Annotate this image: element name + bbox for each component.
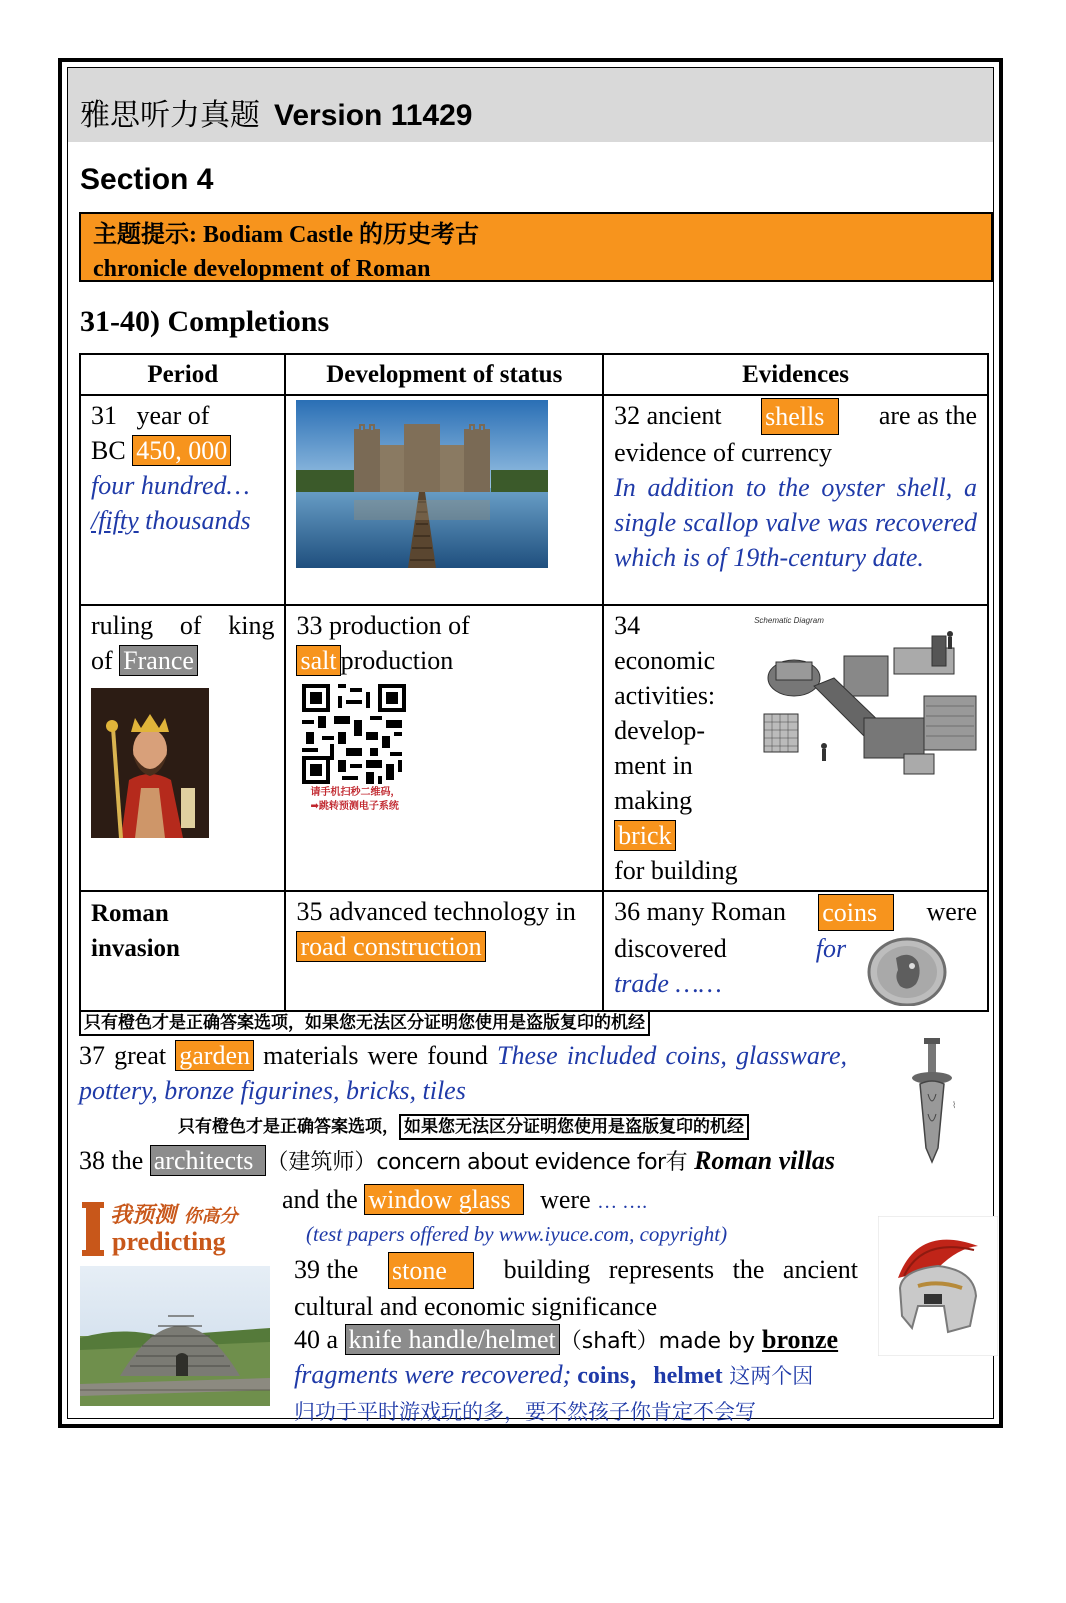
svg-text:⌇: ⌇ bbox=[952, 1101, 957, 1111]
diagram-title: Schematic Diagram bbox=[754, 616, 824, 625]
q34-line-2: activities: bbox=[614, 681, 716, 710]
stone-hut-photo bbox=[80, 1266, 270, 1406]
q38-answer: architects bbox=[150, 1145, 267, 1176]
q38-line-2 bbox=[282, 1182, 647, 1220]
notice-box-2: 如果您无法区分证明您使用是盗版复印的机经 bbox=[399, 1114, 749, 1140]
q34-line-1: economic bbox=[614, 646, 716, 675]
logo-en: predicting bbox=[112, 1227, 226, 1256]
q40-answer-1: knife handle/ bbox=[348, 1325, 485, 1354]
qr-caption-2-text: 跳转预测电子系统 bbox=[318, 801, 399, 812]
q38-line2-suffix: were bbox=[533, 1185, 591, 1214]
roman-helmet-image bbox=[878, 1216, 998, 1356]
q39-suffix: building represents the ancient bbox=[503, 1255, 858, 1284]
q38-dots: … …. bbox=[597, 1191, 648, 1213]
france-line1: ruling of king bbox=[91, 611, 275, 640]
copyright-note: (test papers offered by www.iyuce.com, copyright) bbox=[306, 1222, 728, 1246]
cell-evidence-36 bbox=[603, 891, 988, 1011]
q38-answer-2: window glass bbox=[364, 1184, 523, 1215]
q39-answer: stone bbox=[388, 1252, 474, 1289]
q34-answer-line bbox=[614, 818, 977, 853]
roman-invasion: Roman invasion bbox=[91, 900, 180, 962]
q36-suffix: were bbox=[926, 897, 977, 926]
qr-caption-1: 请手机扫秒二维码， bbox=[310, 787, 401, 798]
q32-prefix: 32 ancient bbox=[614, 401, 722, 430]
page-frame bbox=[58, 58, 1003, 1428]
q37-prefix: 37 great bbox=[79, 1041, 167, 1070]
cell-road bbox=[285, 891, 603, 1011]
topic-line-2: chronicle development of Roman bbox=[93, 256, 431, 282]
q32-line1 bbox=[614, 398, 977, 435]
q40-note-bold: coins，helmet bbox=[571, 1363, 723, 1389]
q40-line-1 bbox=[294, 1322, 838, 1359]
q37-block bbox=[79, 1038, 847, 1108]
cell-evidence-32 bbox=[603, 395, 988, 605]
title-chinese: 雅思听力真题 bbox=[80, 98, 260, 133]
q38-cn2: 有 bbox=[665, 1150, 688, 1175]
notice-line-2 bbox=[178, 1112, 749, 1137]
topic-line-1: 主题提示: Bodiam Castle 的历史考古 bbox=[93, 222, 479, 248]
q34-line-5: making bbox=[614, 786, 693, 815]
q33-answer: salt bbox=[296, 645, 340, 676]
q38-middle: concern about evidence for bbox=[376, 1150, 666, 1175]
q34-line-3: develop- bbox=[614, 716, 706, 745]
q32-answer: shells bbox=[761, 398, 839, 435]
logo-cn bbox=[110, 1198, 238, 1229]
q40-answer-2: helmet bbox=[485, 1325, 556, 1354]
q36-prefix: 36 many Roman bbox=[614, 897, 786, 926]
q40-line-3: 归功于平时游戏玩的多，要不然孩子你肯定不会写 bbox=[294, 1400, 756, 1424]
notice-box-1: 只有橙色才是正确答案选项，如果您无法区分证明您使用是盗版复印的机经 bbox=[79, 1010, 650, 1036]
logo-cn-2: 你高分 bbox=[183, 1206, 238, 1227]
inner-frame bbox=[67, 67, 994, 1424]
q36-line2 bbox=[614, 931, 846, 966]
iyuce-logo bbox=[80, 1194, 274, 1408]
completions-heading: 31-40) Completions bbox=[80, 305, 330, 338]
q35-answer: road construction bbox=[296, 931, 485, 962]
q39-line-1 bbox=[294, 1252, 858, 1289]
col-header-development: Development of status bbox=[285, 354, 603, 395]
king-portrait bbox=[91, 688, 209, 838]
q36-line1 bbox=[614, 894, 977, 931]
q39-line-2: cultural and economic significance bbox=[294, 1292, 658, 1321]
q36-for: for bbox=[815, 934, 847, 963]
table-row bbox=[80, 891, 988, 1011]
cell-period-31 bbox=[80, 395, 285, 605]
q39-block bbox=[294, 1252, 858, 1324]
title-version: Version 11429 bbox=[274, 99, 473, 132]
q40-note-italic: fragments were recovered; bbox=[294, 1360, 572, 1389]
q40-middle: （shaft）made by bbox=[559, 1329, 763, 1354]
q31-answer: 450, 000 bbox=[132, 435, 231, 466]
q34-line-4: ment in bbox=[614, 751, 693, 780]
dagger-image bbox=[902, 1038, 966, 1166]
q31-bc: BC bbox=[91, 436, 126, 465]
q36-answer: coins bbox=[818, 894, 894, 931]
header-bar bbox=[68, 68, 993, 142]
section-heading: Section 4 bbox=[80, 163, 214, 196]
q31-note-2 bbox=[91, 503, 274, 538]
col-header-evidences: Evidences bbox=[603, 354, 988, 395]
q35-text bbox=[296, 894, 592, 964]
q37-note: These included coins, glassware, pottery, bronze figurines, bricks, tiles bbox=[79, 1041, 848, 1105]
cell-period-roman bbox=[80, 891, 285, 1011]
france-answer: France bbox=[119, 645, 198, 676]
notice-line-1 bbox=[79, 1008, 650, 1033]
cell-castle-image bbox=[285, 395, 603, 605]
q33-suffix: production bbox=[340, 646, 454, 675]
q38-prefix: 38 the bbox=[79, 1146, 144, 1175]
q40-note-cn: 这两个因 bbox=[722, 1364, 814, 1388]
q34-prefix: 34 bbox=[614, 611, 641, 640]
table-row bbox=[80, 605, 988, 891]
q32-suffix: are as the bbox=[878, 401, 977, 430]
france-line2: of France bbox=[91, 643, 274, 678]
q38-line-1 bbox=[79, 1143, 835, 1180]
q35-prefix: 35 advanced technology in bbox=[296, 897, 576, 926]
q40-bronze: bronze bbox=[762, 1325, 839, 1354]
q38-cn: （建筑师） bbox=[266, 1150, 377, 1175]
page-title bbox=[80, 90, 473, 134]
q34-answer: brick bbox=[614, 820, 675, 851]
q40-answer bbox=[345, 1324, 560, 1355]
table-row bbox=[80, 395, 988, 605]
cell-evidence-34 bbox=[603, 605, 988, 891]
q31-line2 bbox=[91, 433, 274, 468]
q36-trade: trade …… bbox=[614, 969, 722, 998]
q34-suffix: for building bbox=[614, 856, 738, 885]
coin-image bbox=[866, 936, 948, 1006]
q37-middle: materials were found bbox=[263, 1041, 498, 1070]
brick-diagram bbox=[754, 616, 980, 794]
topic-box bbox=[79, 212, 993, 282]
completion-table bbox=[79, 353, 989, 1012]
q38-line2-prefix: and the bbox=[282, 1185, 358, 1214]
col-header-period: Period bbox=[80, 354, 285, 395]
qr-code bbox=[302, 684, 406, 784]
cell-period-france bbox=[80, 605, 285, 891]
q37-answer: garden bbox=[175, 1040, 254, 1071]
cell-salt bbox=[285, 605, 603, 891]
notice-prefix: 只有橙色才是正确答案选项， bbox=[178, 1117, 399, 1137]
table-header-row bbox=[80, 354, 988, 395]
q39-prefix: 39 the bbox=[294, 1255, 359, 1284]
castle-photo bbox=[296, 400, 548, 568]
q32-note: In addition to the oyster shell, a single scallop valve was recovered which is of 19th-century date. bbox=[614, 473, 977, 572]
q33-line2 bbox=[296, 643, 592, 678]
qr-caption-2 bbox=[310, 800, 592, 814]
q40-line-2 bbox=[294, 1357, 813, 1394]
q31-prefix: 31 year of bbox=[91, 401, 210, 430]
q31-note-fifty: /fifty bbox=[91, 506, 139, 535]
q31-note-1: four hundred… bbox=[91, 471, 250, 500]
q32-line2: evidence of currency bbox=[614, 438, 833, 467]
logo-cn-1: 我预测 bbox=[110, 1202, 177, 1228]
q40-prefix: 40 a bbox=[294, 1325, 339, 1354]
q38-villas: Roman villas bbox=[694, 1146, 835, 1175]
arrow-right-icon: ➡ bbox=[310, 801, 319, 812]
q33-prefix: 33 production of bbox=[296, 611, 470, 640]
brick-machine-diagram bbox=[754, 626, 980, 792]
q31-note-thousands: thousands bbox=[138, 506, 251, 535]
q36-discovered: discovered bbox=[614, 934, 727, 963]
